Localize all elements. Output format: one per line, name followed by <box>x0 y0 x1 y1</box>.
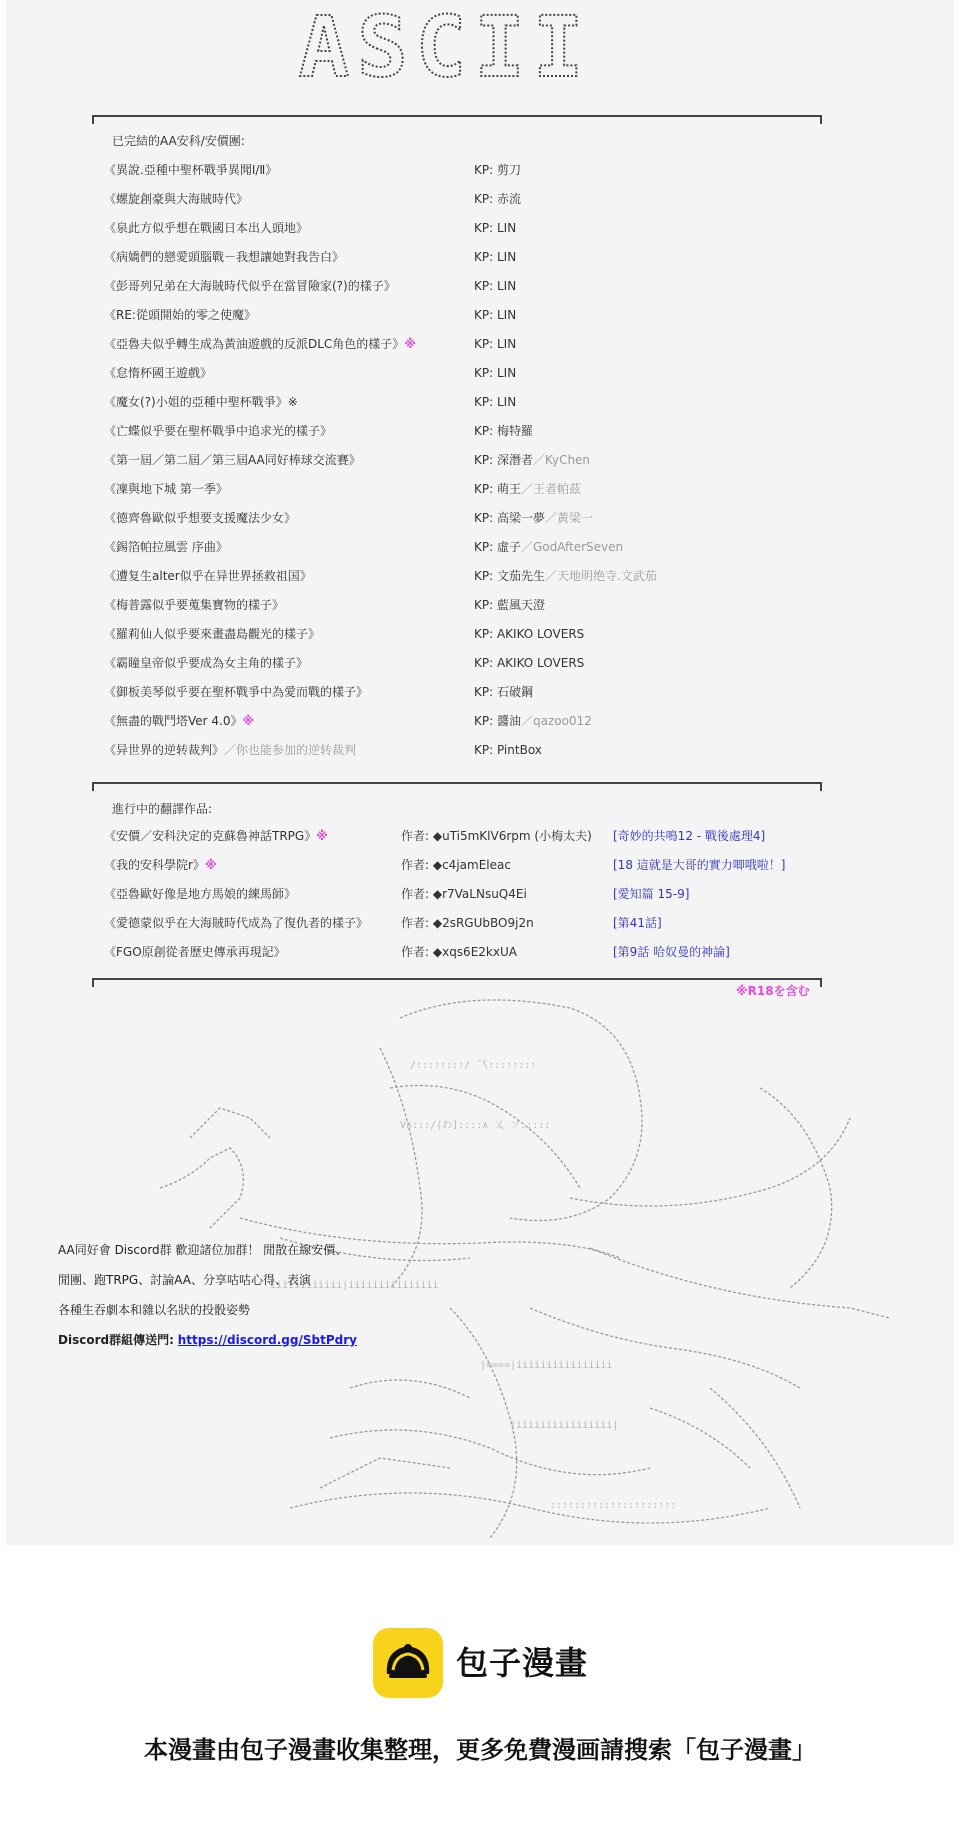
completed-kp <box>474 276 516 296</box>
title-note: ／你也能参加的逆转裁判 <box>224 743 357 757</box>
completed-title-text: 《病嬌們的戀愛頭腦戰－我想讓她對我告白》 <box>104 250 345 264</box>
completed-title-text: 《無盡的戰鬥塔Ver 4.0》 <box>104 714 243 728</box>
svg-text:/::::::::/ ̄ ̄\::::::::: /::::::::/ ̄ ̄\:::::::: <box>410 1060 537 1071</box>
ascii-title <box>285 6 605 88</box>
r18-mark: ※ <box>404 337 416 351</box>
completed-kp <box>474 537 623 557</box>
discord-line-3: 各種生吞劇本和雜以名狀的投骰姿勢 <box>58 1303 251 1317</box>
progress-item <box>104 913 824 933</box>
progress-item <box>104 884 824 904</box>
progress-item <box>104 826 824 846</box>
completed-title-text: 《羅莉仙人似乎要來畫盡島觀光的樣子》 <box>104 627 321 641</box>
kp-name: KP: 赤流 <box>474 192 521 206</box>
completed-title-text: 《霸瞳皇帝似乎要成為女主角的樣子》 <box>104 656 309 670</box>
completed-item <box>104 218 824 238</box>
svg-text:|====|iiiiiiiiiiiiiiii: |====|iiiiiiiiiiiiiiii <box>480 1360 613 1371</box>
divider-top <box>92 115 822 117</box>
completed-title <box>104 160 277 180</box>
kp-name: KP: AKIKO LOVERS <box>474 656 585 670</box>
footer-text: 本漫畫由包子漫畫收集整理，更多免費漫画請搜索「包子漫畫」 <box>144 1736 816 1764</box>
completed-title <box>104 276 396 296</box>
completed-title-text: 《怠惰杯國王遊戲》 <box>104 366 213 380</box>
kp-note: ／黃梁一 <box>544 511 593 525</box>
completed-kp <box>474 508 593 528</box>
completed-title <box>104 189 248 209</box>
kp-name: KP: AKIKO LOVERS <box>474 627 585 641</box>
r18-note: ※R18を含む <box>736 984 810 998</box>
kp-name: KP: LIN <box>474 221 517 235</box>
completed-kp <box>474 189 521 209</box>
bun-icon <box>373 1628 443 1698</box>
svg-text:iiiiiiiiiiii|iiiiiiiiiiiiiii: iiiiiiiiiiii|iiiiiiiiiiiiiii <box>270 1280 439 1291</box>
divider-middle <box>92 782 822 784</box>
discord-link[interactable]: https://discord.gg/SbtPdry <box>177 1333 357 1347</box>
kp-name: KP: LIN <box>474 395 517 409</box>
completed-kp <box>474 566 657 586</box>
ascii-title-text: ASCII <box>298 6 592 88</box>
completed-kp <box>474 653 584 673</box>
completed-kp <box>474 334 516 354</box>
r18-mark: ※ <box>316 829 328 843</box>
progress-title-text: 《我的安科學院r》 <box>104 858 205 872</box>
completed-title-text: 《亡蝶似乎要在聖杯戰爭中追求光的樣子》 <box>104 424 333 438</box>
completed-title <box>104 537 228 557</box>
completed-kp <box>474 218 516 238</box>
completed-kp <box>474 595 545 615</box>
completed-title <box>104 624 320 644</box>
completed-title-text: 《RE:從頭開始的零之使魔》 <box>104 308 256 322</box>
kp-note: ／天地明绝寺.文武茄 <box>544 569 657 583</box>
completed-title <box>104 218 308 238</box>
completed-title <box>104 247 344 267</box>
r18-mark: ※ <box>204 858 217 872</box>
kp-note: ／GodAfterSeven <box>520 540 624 554</box>
completed-item <box>104 624 824 644</box>
completed-kp <box>474 624 584 644</box>
completed-title-text: 《亞魯夫似乎轉生成為黃油遊戲的反派DLC角色的樣子》 <box>104 337 405 351</box>
completed-title-text: 《异世界的逆转裁判》 <box>104 743 225 757</box>
progress-title-text: 《FGO原創從者歷史傳承再現記》 <box>104 945 286 959</box>
completed-item <box>104 334 824 354</box>
kp-name: KP: 文茄先生 <box>474 569 545 583</box>
progress-chapter[interactable]: [第41話] <box>613 916 662 930</box>
discord-line-2: 閒團、跑TRPG、討論AA、分享咕咕心得、表演 <box>58 1273 311 1287</box>
svg-text::::::::::::::::::::::: ::::::::::::::::::::: <box>550 1500 677 1511</box>
kp-name: KP: LIN <box>474 279 517 293</box>
completed-title <box>104 653 308 673</box>
kp-name: KP: LIN <box>474 250 517 264</box>
completed-item <box>104 711 824 731</box>
progress-title <box>104 826 328 846</box>
completed-item <box>104 595 824 615</box>
completed-kp <box>474 247 516 267</box>
baozi-logo <box>373 1628 443 1698</box>
completed-title-text: 《德齊魯歐似乎想要支援魔法少女》 <box>104 511 297 525</box>
completed-title <box>104 450 361 470</box>
completed-kp <box>474 450 590 470</box>
completed-item <box>104 653 824 673</box>
completed-heading: 已完結的AA安科/安價團: <box>112 134 245 148</box>
completed-kp <box>474 305 516 325</box>
progress-chapter[interactable]: [愛知篇 15-9] <box>613 887 690 901</box>
r18-mark: ※ <box>242 714 255 728</box>
kp-note: ／KyChen <box>532 453 591 467</box>
progress-chapter[interactable]: [第9話 哈奴曼的神論] <box>613 945 730 959</box>
completed-kp <box>474 363 516 383</box>
progress-heading: 進行中的翻譯作品: <box>112 802 213 816</box>
completed-title <box>104 334 416 354</box>
kp-name: KP: LIN <box>474 308 517 322</box>
progress-author: 作者: ◆c4jamEleac <box>401 858 511 872</box>
progress-author: 作者: ◆2sRGUbBO9j2n <box>401 916 534 930</box>
progress-title <box>104 942 286 962</box>
svg-text:V∧:::/(わ]::::∧ 乂 ソ:::::: V∧:::/(わ]::::∧ 乂 ソ::::: <box>400 1120 551 1131</box>
discord-link-row <box>58 1325 357 1355</box>
completed-item <box>104 450 824 470</box>
divider-bottom <box>92 978 822 980</box>
completed-kp <box>474 479 581 499</box>
progress-title-text: 《亞魯歐好像是地方馬娘的練馬師》 <box>104 887 297 901</box>
completed-kp <box>474 682 533 702</box>
completed-item <box>104 189 824 209</box>
completed-item <box>104 740 824 760</box>
kp-name: KP: LIN <box>474 337 517 351</box>
completed-kp <box>474 392 516 412</box>
completed-item <box>104 160 824 180</box>
progress-item <box>104 942 824 962</box>
kp-note: ／王者帕茲 <box>520 482 581 496</box>
progress-item <box>104 855 824 875</box>
progress-title <box>104 855 217 875</box>
progress-title-text: 《安價／安科決定的克蘇魯神話TRPG》 <box>104 829 317 843</box>
kp-name: KP: PintBox <box>474 743 542 757</box>
progress-author: 作者: ◆xqs6E2kxUA <box>401 945 517 959</box>
kp-name: KP: 梅特羅 <box>474 424 533 438</box>
kp-name: KP: 深潛者 <box>474 453 533 467</box>
progress-chapter[interactable]: [奇妙的共鳴12 - 戰後處理4] <box>613 829 766 843</box>
completed-item <box>104 363 824 383</box>
completed-title-text: 《錫箔帕拉風雲 序曲》 <box>104 540 228 554</box>
completed-title <box>104 508 296 528</box>
completed-kp <box>474 711 592 731</box>
completed-item <box>104 276 824 296</box>
completed-title <box>104 566 312 586</box>
completed-title-text: 《御板美琴似乎要在聖杯戰爭中為愛而戰的樣子》 <box>104 685 369 699</box>
completed-title <box>104 682 368 702</box>
completed-title-text: 《魔女(?)小姐的亞種中聖杯戰爭》※ <box>104 395 298 409</box>
kp-note: ／qazoo012 <box>520 714 592 728</box>
completed-item <box>104 247 824 267</box>
completed-item <box>104 508 824 528</box>
completed-item <box>104 566 824 586</box>
kp-name: KP: 高梁一夢 <box>474 511 545 525</box>
kp-name: KP: 萌王 <box>474 482 521 496</box>
completed-title-text: 《泉此方似乎想在戰國日本出人頭地》 <box>104 221 309 235</box>
completed-item <box>104 392 824 412</box>
progress-author: 作者: ◆r7VaLNsuQ4Ei <box>401 887 527 901</box>
kp-name: KP: 剪刀 <box>474 163 521 177</box>
progress-author: 作者: ◆uTi5mKlV6rpm (小梅太夫) <box>401 829 592 843</box>
completed-title-text: 《凜與地下城 第一季》 <box>104 482 228 496</box>
completed-title <box>104 363 212 383</box>
kp-name: KP: 藍風天澄 <box>474 598 545 612</box>
completed-title-text: 《彭哥列兄弟在大海賊時代似乎在當冒險家(?)的樣子》 <box>104 279 396 293</box>
completed-title-text: 《異說.亞種中聖杯戰爭異聞Ⅰ/Ⅱ》 <box>104 163 278 177</box>
kp-name: KP: LIN <box>474 366 517 380</box>
kp-name: KP: 石破鋼 <box>474 685 533 699</box>
completed-kp <box>474 421 533 441</box>
discord-label: Discord群組傳送門: <box>58 1333 174 1347</box>
completed-title-text: 《第一屆／第二屆／第三屆AA同好棒球交流賽》 <box>104 453 361 467</box>
completed-title-text: 《螺旋創豪與大海賊時代》 <box>104 192 249 206</box>
completed-title <box>104 740 356 760</box>
brand-name: 包子漫畫 <box>456 1644 589 1682</box>
completed-title <box>104 305 256 325</box>
completed-title <box>104 392 298 412</box>
completed-title <box>104 421 332 441</box>
progress-title-text: 《愛德蒙似乎在大海賊時代成為了復仇者的樣子》 <box>104 916 369 930</box>
kp-name: KP: 虛子 <box>474 540 521 554</box>
completed-item <box>104 305 824 325</box>
discord-info <box>58 1235 357 1355</box>
completed-kp <box>474 740 542 760</box>
completed-item <box>104 421 824 441</box>
discord-line-1: AA同好會 Discord群 歡迎諸位加群！ 閒散在線安價、 <box>58 1243 348 1257</box>
svg-text:|iiiiiiiiiiiiiiii|: |iiiiiiiiiiiiiiii| <box>510 1420 619 1431</box>
kp-name: KP: 醬油 <box>474 714 521 728</box>
completed-kp <box>474 160 521 180</box>
completed-item <box>104 537 824 557</box>
progress-chapter[interactable]: [18 這就是大哥的實力唧哦啦！] <box>613 858 786 872</box>
completed-item <box>104 479 824 499</box>
progress-title <box>104 913 368 933</box>
completed-title-text: 《遭复生alter似乎在异世界拯救祖国》 <box>104 569 312 583</box>
progress-title <box>104 884 296 904</box>
completed-title <box>104 595 284 615</box>
completed-item <box>104 682 824 702</box>
completed-title <box>104 479 228 499</box>
completed-title-text: 《梅普露似乎要蒐集寶物的樣子》 <box>104 598 285 612</box>
completed-title <box>104 711 254 731</box>
